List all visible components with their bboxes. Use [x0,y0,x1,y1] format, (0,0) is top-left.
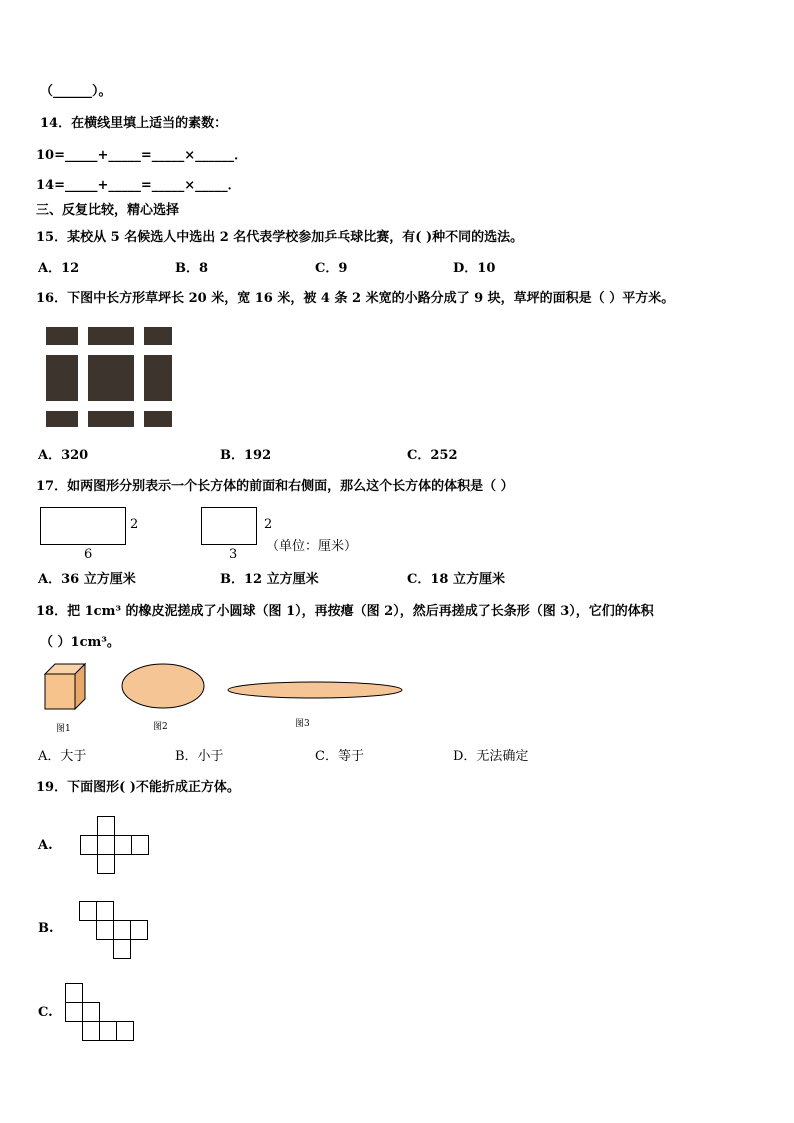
q17-option-a: A．36 立方厘米 [38,572,136,587]
q18-option-b: B．小于 [175,749,224,764]
q15-option-c: C．9 [315,261,348,276]
lawn-rect [46,327,172,427]
q15-option-b: B．8 [175,261,209,276]
front-height-label: 2 [130,517,139,532]
net-b-cell [97,902,114,921]
lawn-figure [46,327,172,427]
path-horizontal-1 [46,345,172,355]
q15-option-d: D．10 [453,261,496,276]
net-a-cell [98,855,115,874]
ellipse-shape [122,664,204,708]
net-b-cell [114,940,131,959]
section-heading: 三、反复比较，精心选择 [36,203,180,218]
side-width-label: 3 [229,547,238,562]
flattened-ball-figure [120,662,206,710]
net-b-figure [79,901,151,959]
strip-shape [228,682,402,698]
fig3-label: 图3 [295,719,310,729]
q16-option-b: B．192 [220,448,272,463]
path-horizontal-2 [46,401,172,411]
net-b-cell [114,921,131,940]
net-c-cell [66,1003,83,1022]
net-b-cell [97,921,114,940]
q13-blank-tail: （______）。 [40,84,112,99]
net-a-cell [81,836,98,855]
fig2-label: 图2 [153,722,168,732]
side-face-rect [201,507,257,545]
path-vertical-1 [78,327,88,427]
strip-figure [226,680,404,700]
net-c-cell [117,1022,134,1041]
net-b-cell [131,921,148,940]
unit-note: （单位：厘米） [266,539,358,554]
front-width-label: 6 [84,547,93,562]
net-a-cell [98,836,115,855]
net-a-cell [98,817,115,836]
cube-front [45,674,75,709]
q15-stem: 15．某校从 5 名候选人中选出 2 名代表学校参加乒乓球比赛，有( )种不同的选法。 [36,230,524,245]
front-face-rect [40,507,126,545]
q17-option-c: C．18 立方厘米 [407,572,505,587]
q18-option-c: C．等于 [315,749,364,764]
q15-option-a: A．12 [38,261,80,276]
net-a-cell [115,836,132,855]
q19-option-a-label: A. [38,838,53,853]
q19-option-b-label: B. [38,921,54,936]
q16-stem: 16．下图中长方形草坪长 20 米，宽 16 米，被 4 条 2 米宽的小路分成了 9 块，草坪的面积是（ ）平方米。 [36,291,675,306]
q18-stem: 18．把 1cm³ 的橡皮泥搓成了小圆球（图 1），再按瘪（图 2），然后再搓成了长条形（图 3），它们的体积 [36,604,654,619]
q16-option-a: A．320 [38,448,89,463]
fig1-label: 图1 [56,724,71,734]
q17-stem: 17．如两图形分别表示一个长方体的前面和右侧面，那么这个长方体的体积是（ ） [36,479,514,494]
path-vertical-2 [134,327,144,427]
q16-option-c: C．252 [407,448,458,463]
q14-line1: 10=_____+_____=_____×______． [36,148,248,163]
net-c-cell [83,1022,100,1041]
net-c-cell [66,984,83,1003]
q18-option-a: A．大于 [38,749,87,764]
net-a-figure [80,816,152,874]
q18-stem-2: （ ）1cm³。 [40,635,120,650]
q19-stem: 19．下面图形( )不能折成正方体。 [36,780,240,795]
q19-option-c-label: C. [38,1005,53,1020]
net-c-figure [65,983,137,1041]
cube-figure [44,662,88,710]
net-b-cell [80,902,97,921]
net-a-cell [132,836,149,855]
q14-stem: 14．在横线里填上适当的素数： [40,116,228,131]
q17-option-b: B．12 立方厘米 [220,572,319,587]
net-c-cell [83,1003,100,1022]
net-c-cell [100,1022,117,1041]
side-height-label: 2 [264,517,273,532]
q18-option-d: D．无法确定 [453,749,529,764]
q14-line2: 14=_____+_____=_____×_____． [36,178,241,193]
